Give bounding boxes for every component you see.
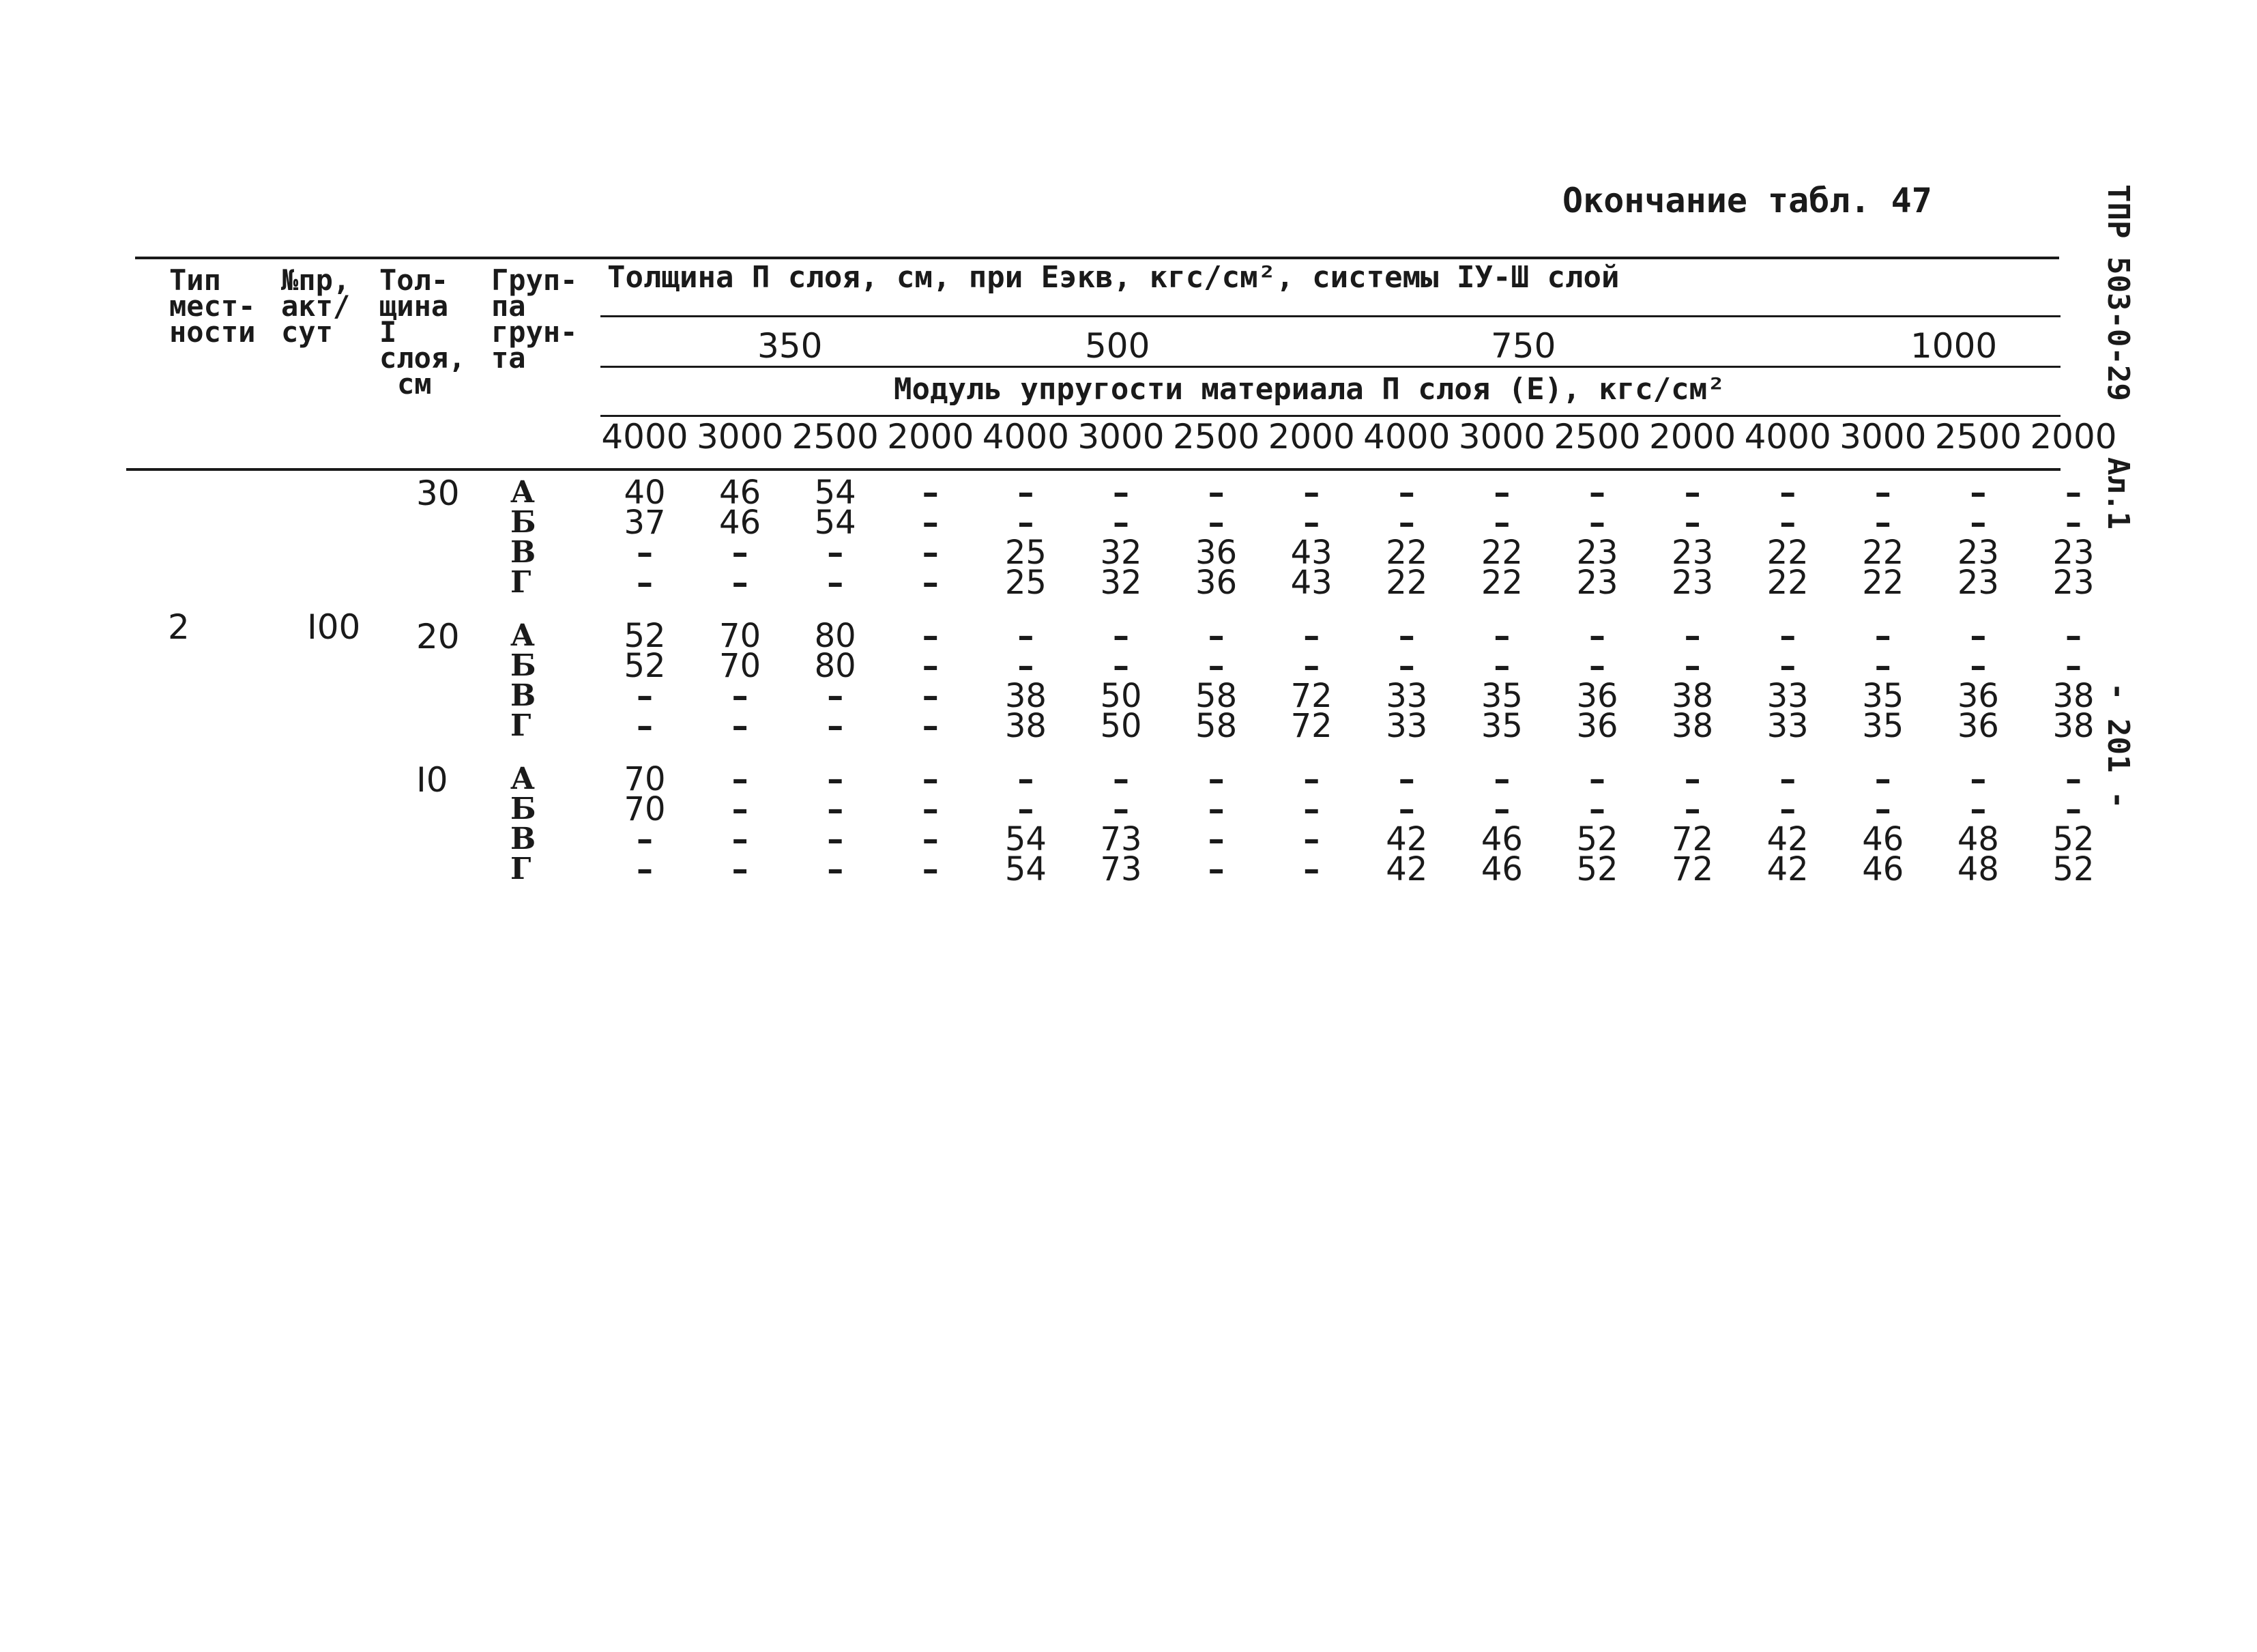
table-cell: –	[1113, 504, 1129, 542]
table-cell: 50	[1100, 707, 1142, 745]
table-cell: 22	[1766, 564, 1809, 602]
table-cell: –	[1779, 790, 1796, 828]
table-cell: –	[1113, 790, 1129, 828]
table-cell: –	[731, 677, 748, 715]
eeq-value-750: 750	[1491, 326, 1556, 366]
value-column	[1648, 474, 1737, 602]
table-cell: –	[1113, 647, 1129, 685]
value-column	[1077, 474, 1165, 602]
e-value-cell: 2000	[2030, 417, 2117, 457]
table-cell: –	[1017, 790, 1034, 828]
table-cell: 72	[1672, 850, 1714, 888]
table-cell: 23	[1672, 564, 1714, 602]
e-value-cell: 2500	[1934, 417, 2022, 457]
table-cell: 23	[1957, 534, 1999, 572]
table-cell: 22	[1386, 534, 1428, 572]
table-cell: 32	[1100, 564, 1142, 602]
value-column	[2029, 474, 2118, 602]
soil-group-label: Б	[510, 792, 536, 826]
header-bottom-rule	[126, 468, 2061, 471]
table-cell: –	[1684, 474, 1701, 512]
eeq-value-350: 350	[757, 326, 823, 366]
table-cell: –	[1398, 617, 1415, 655]
table-cell: 22	[1862, 534, 1904, 572]
table-cell: –	[922, 504, 939, 542]
table-cell: –	[1874, 760, 1891, 798]
table-cell: 54	[814, 504, 856, 542]
table-caption: Окончание табл. 47	[1562, 181, 1932, 220]
table-cell: –	[1589, 474, 1605, 512]
layer-thickness-value: 30	[416, 474, 460, 513]
table-cell: –	[1970, 647, 1987, 685]
table-cell: –	[1684, 647, 1701, 685]
value-column	[696, 474, 785, 602]
value-column	[1839, 760, 1927, 888]
soil-group-label: В	[510, 535, 536, 570]
table-cell: 72	[1290, 707, 1333, 745]
table-cell: –	[922, 677, 939, 715]
e-value-cell: 2000	[887, 417, 974, 457]
value-column	[1934, 617, 2022, 745]
value-column	[1457, 760, 1546, 888]
table-cell: –	[731, 850, 748, 888]
table-cell: 36	[1957, 707, 1999, 745]
table-cell: –	[922, 617, 939, 655]
value-column	[981, 474, 1070, 602]
table-cell: –	[1208, 647, 1225, 685]
table-cell: –	[1017, 617, 1034, 655]
value-column	[1648, 760, 1737, 888]
table-cell: –	[922, 790, 939, 828]
table-cell: –	[731, 820, 748, 858]
table-cell: –	[1779, 647, 1796, 685]
table-cell: 38	[1004, 707, 1047, 745]
table-cell: 73	[1100, 850, 1142, 888]
value-column	[1172, 760, 1261, 888]
table-cell: 32	[1100, 534, 1142, 572]
table-cell: –	[1589, 790, 1605, 828]
layer-thickness-value: I0	[416, 760, 448, 800]
value-column	[1077, 760, 1165, 888]
table-cell: –	[1779, 474, 1796, 512]
table-cell: 72	[1672, 820, 1714, 858]
table-cell: –	[1303, 760, 1320, 798]
table-cell: –	[827, 564, 844, 602]
table-cell: –	[1208, 504, 1225, 542]
table-cell: –	[1208, 760, 1225, 798]
table-cell: –	[637, 564, 653, 602]
eeq-value-1000: 1000	[1910, 326, 1998, 366]
e-value-cell: 4000	[601, 417, 688, 457]
table-cell: 54	[1004, 850, 1047, 888]
table-cell: 22	[1766, 534, 1809, 572]
table-cell: 35	[1862, 707, 1904, 745]
e-value-cell: 3000	[1458, 417, 1546, 457]
table-cell: –	[827, 820, 844, 858]
table-cell: –	[1494, 760, 1511, 798]
soil-group-column	[510, 475, 536, 600]
soil-group-label: Б	[510, 505, 536, 540]
table-cell: 35	[1481, 707, 1523, 745]
col-header-type: Тип мест- ности	[169, 263, 256, 349]
table-cell: 23	[1672, 534, 1714, 572]
table-cell: –	[1779, 617, 1796, 655]
value-column	[1363, 617, 1451, 745]
table-top-rule	[135, 257, 2059, 259]
table-cell: –	[1494, 647, 1511, 685]
soil-group-label: В	[510, 822, 536, 856]
table-cell: 43	[1290, 534, 1333, 572]
e-value-cell: 2500	[1554, 417, 1641, 457]
col-header-traffic: №пр, акт/ сут	[281, 263, 351, 349]
table-cell: –	[1017, 760, 1034, 798]
table-cell: –	[1303, 790, 1320, 828]
table-cell: –	[637, 820, 653, 858]
table-cell: –	[1970, 790, 1987, 828]
table-cell: 33	[1386, 677, 1428, 715]
e-value-cell: 4000	[1363, 417, 1451, 457]
e-value-cell: 4000	[1744, 417, 1831, 457]
value-column	[791, 617, 879, 745]
table-cell: –	[1684, 504, 1701, 542]
table-cell: –	[2065, 790, 2082, 828]
value-column	[886, 760, 975, 888]
value-column	[1172, 617, 1261, 745]
table-cell: 42	[1766, 820, 1809, 858]
value-column	[1077, 617, 1165, 745]
value-column	[2029, 760, 2118, 888]
table-cell: –	[1589, 504, 1605, 542]
table-cell: –	[1970, 504, 1987, 542]
table-cell: 70	[624, 760, 666, 798]
table-cell: –	[1874, 617, 1891, 655]
modulus-rule	[600, 366, 2061, 368]
e-value-cell: 3000	[1839, 417, 1927, 457]
table-cell: –	[1208, 474, 1225, 512]
table-cell: 38	[1672, 677, 1714, 715]
table-cell: –	[1113, 617, 1129, 655]
table-cell: 70	[624, 790, 666, 828]
table-cell: –	[1208, 617, 1225, 655]
soil-group-column	[510, 764, 536, 884]
table-cell: 23	[1576, 564, 1618, 602]
table-cell: 35	[1481, 677, 1523, 715]
table-cell: –	[1398, 504, 1415, 542]
table-cell: –	[1017, 647, 1034, 685]
table-cell: –	[1303, 474, 1320, 512]
table-cell: 52	[624, 617, 666, 655]
table-cell: –	[922, 564, 939, 602]
table-cell: –	[731, 760, 748, 798]
table-cell: 40	[624, 474, 666, 512]
col-header-group: Груп- па грун- та	[491, 263, 578, 375]
table-cell: 22	[1481, 564, 1523, 602]
table-cell: –	[1303, 647, 1320, 685]
value-column	[1553, 617, 1642, 745]
table-cell: –	[637, 534, 653, 572]
table-cell: –	[2065, 647, 2082, 685]
table-cell: –	[637, 707, 653, 745]
table-cell: –	[1303, 504, 1320, 542]
value-column	[1743, 474, 1832, 602]
table-cell: –	[1303, 820, 1320, 858]
table-cell: 70	[719, 617, 761, 655]
table-cell: –	[731, 707, 748, 745]
table-cell: 46	[719, 474, 761, 512]
table-cell: –	[1684, 617, 1701, 655]
value-column	[1553, 760, 1642, 888]
table-cell: 50	[1100, 677, 1142, 715]
table-cell: –	[827, 707, 844, 745]
table-cell: 23	[2052, 534, 2095, 572]
table-cell: 73	[1100, 820, 1142, 858]
table-cell: 25	[1004, 534, 1047, 572]
value-column	[1553, 474, 1642, 602]
table-cell: –	[922, 760, 939, 798]
value-column	[600, 617, 689, 745]
table-cell: 46	[719, 504, 761, 542]
soil-group-label: А	[510, 618, 535, 653]
page-number: - 201 -	[2101, 682, 2136, 809]
e-value-cell: 2500	[791, 417, 879, 457]
table-cell: 42	[1766, 850, 1809, 888]
table-cell: 23	[2052, 564, 2095, 602]
table-cell: –	[1874, 474, 1891, 512]
table-cell: 80	[814, 617, 856, 655]
terrain-type-value: 2	[168, 607, 190, 647]
value-column	[1457, 617, 1546, 745]
table-cell: 38	[1004, 677, 1047, 715]
table-cell: 23	[1957, 564, 1999, 602]
table-cell: 33	[1766, 707, 1809, 745]
table-cell: 36	[1576, 707, 1618, 745]
table-cell: 42	[1386, 820, 1428, 858]
table-cell: –	[1017, 504, 1034, 542]
table-cell: 48	[1957, 850, 1999, 888]
e-value-cell: 2500	[1172, 417, 1260, 457]
table-cell: –	[1779, 760, 1796, 798]
album-number: Ал.1	[2101, 457, 2136, 530]
traffic-value: I00	[307, 607, 361, 647]
value-column	[981, 760, 1070, 888]
value-column	[600, 474, 689, 602]
table-cell: 38	[1672, 707, 1714, 745]
soil-group-label: В	[510, 678, 536, 713]
value-column	[1363, 760, 1451, 888]
table-cell: –	[827, 760, 844, 798]
value-column	[1839, 474, 1927, 602]
layer-thickness-value: 20	[416, 617, 460, 656]
table-cell: –	[1970, 474, 1987, 512]
table-cell: 70	[719, 647, 761, 685]
table-cell: 52	[624, 647, 666, 685]
value-column	[2029, 617, 2118, 745]
value-column	[981, 617, 1070, 745]
value-column	[1457, 474, 1546, 602]
value-column	[1743, 760, 1832, 888]
table-cell: 72	[1290, 677, 1333, 715]
value-column	[791, 760, 879, 888]
table-cell: –	[637, 850, 653, 888]
table-cell: –	[922, 534, 939, 572]
table-cell: 46	[1481, 820, 1523, 858]
table-cell: –	[827, 677, 844, 715]
value-column	[1934, 474, 2022, 602]
table-cell: –	[2065, 474, 2082, 512]
value-column	[1267, 760, 1356, 888]
table-cell: 46	[1481, 850, 1523, 888]
e-value-cell: 3000	[696, 417, 784, 457]
table-cell: –	[1303, 850, 1320, 888]
table-cell: –	[1017, 474, 1034, 512]
table-cell: –	[1113, 474, 1129, 512]
table-cell: –	[1494, 790, 1511, 828]
value-column	[886, 474, 975, 602]
table-cell: 38	[2052, 707, 2095, 745]
table-cell: 80	[814, 647, 856, 685]
table-cell: 38	[2052, 677, 2095, 715]
table-cell: –	[1589, 617, 1605, 655]
soil-group-label: Г	[510, 852, 532, 886]
table-cell: 36	[1195, 564, 1238, 602]
table-cell: 52	[1576, 850, 1618, 888]
value-column	[1743, 617, 1832, 745]
table-cell: –	[827, 790, 844, 828]
value-column	[791, 474, 879, 602]
table-cell: 52	[2052, 820, 2095, 858]
soil-group-label: Г	[510, 565, 532, 600]
soil-group-column	[510, 618, 536, 743]
table-cell: –	[1494, 474, 1511, 512]
table-cell: 52	[2052, 850, 2095, 888]
table-cell: –	[1970, 617, 1987, 655]
table-cell: 33	[1766, 677, 1809, 715]
table-cell: –	[1589, 647, 1605, 685]
table-cell: –	[922, 820, 939, 858]
table-cell: –	[731, 564, 748, 602]
table-cell: –	[827, 534, 844, 572]
table-cell: 42	[1386, 850, 1428, 888]
modulus-header-title: Модуль упругости материала П слоя (Е), кгс/см²	[894, 372, 1725, 407]
table-cell: –	[1494, 617, 1511, 655]
table-cell: –	[1398, 760, 1415, 798]
value-column	[886, 617, 975, 745]
table-cell: 43	[1290, 564, 1333, 602]
table-cell: –	[731, 790, 748, 828]
table-cell: 22	[1386, 564, 1428, 602]
soil-group-label: Б	[510, 648, 536, 683]
table-cell: –	[1874, 647, 1891, 685]
value-column	[1934, 760, 2022, 888]
table-cell: 33	[1386, 707, 1428, 745]
value-column	[600, 760, 689, 888]
value-column	[696, 617, 785, 745]
table-cell: –	[1398, 647, 1415, 685]
soil-group-label: А	[510, 475, 535, 510]
eeq-value-500: 500	[1085, 326, 1150, 366]
col-header-thickness: Тол- щина I слоя, см	[379, 263, 466, 401]
table-cell: –	[1398, 790, 1415, 828]
table-cell: –	[922, 647, 939, 685]
value-column	[1267, 474, 1356, 602]
value-column	[1839, 617, 1927, 745]
value-column	[1363, 474, 1451, 602]
table-cell: 54	[1004, 820, 1047, 858]
value-column	[1267, 617, 1356, 745]
table-cell: 37	[624, 504, 666, 542]
e-value-cell: 2000	[1268, 417, 1355, 457]
table-cell: –	[827, 850, 844, 888]
table-cell: 36	[1195, 534, 1238, 572]
table-cell: –	[731, 534, 748, 572]
table-cell: 22	[1862, 564, 1904, 602]
table-cell: 48	[1957, 820, 1999, 858]
table-cell: 36	[1957, 677, 1999, 715]
table-cell: 46	[1862, 850, 1904, 888]
table-cell: 54	[814, 474, 856, 512]
table-cell: 58	[1195, 707, 1238, 745]
eeq-rule	[600, 315, 2061, 317]
table-cell: 22	[1481, 534, 1523, 572]
soil-group-label: Г	[510, 708, 532, 743]
value-column	[696, 760, 785, 888]
table-cell: –	[1494, 504, 1511, 542]
table-cell: –	[1208, 820, 1225, 858]
table-cell: –	[1779, 504, 1796, 542]
e-value-cell: 2000	[1648, 417, 1736, 457]
table-cell: 36	[1576, 677, 1618, 715]
table-cell: –	[2065, 760, 2082, 798]
table-cell: –	[637, 677, 653, 715]
table-cell: –	[1684, 790, 1701, 828]
e-value-cell: 4000	[982, 417, 1070, 457]
table-cell: –	[1398, 474, 1415, 512]
table-cell: –	[1113, 760, 1129, 798]
table-cell: –	[2065, 617, 2082, 655]
table-cell: –	[1874, 790, 1891, 828]
table-cell: –	[2065, 504, 2082, 542]
e-value-cell: 3000	[1077, 417, 1165, 457]
value-column	[1172, 474, 1261, 602]
document-code: ТПР 503-0-29	[2101, 184, 2136, 401]
table-cell: –	[922, 850, 939, 888]
table-cell: –	[1303, 617, 1320, 655]
soil-group-label: А	[510, 762, 535, 796]
table-cell: –	[1970, 760, 1987, 798]
value-column	[1648, 617, 1737, 745]
table-cell: –	[1684, 760, 1701, 798]
table-cell: –	[922, 474, 939, 512]
table-cell: 35	[1862, 677, 1904, 715]
table-cell: –	[1874, 504, 1891, 542]
table-cell: –	[1208, 850, 1225, 888]
table-cell: 46	[1862, 820, 1904, 858]
table-cell: 58	[1195, 677, 1238, 715]
table-cell: 52	[1576, 820, 1618, 858]
table-cell: 25	[1004, 564, 1047, 602]
table-cell: –	[1208, 790, 1225, 828]
table-cell: 23	[1576, 534, 1618, 572]
table-cell: –	[1589, 760, 1605, 798]
main-header-title: Толщина П слоя, см, при Еэкв, кгс/см², системы IУ-Ш слой	[607, 260, 1620, 295]
table-cell: –	[922, 707, 939, 745]
